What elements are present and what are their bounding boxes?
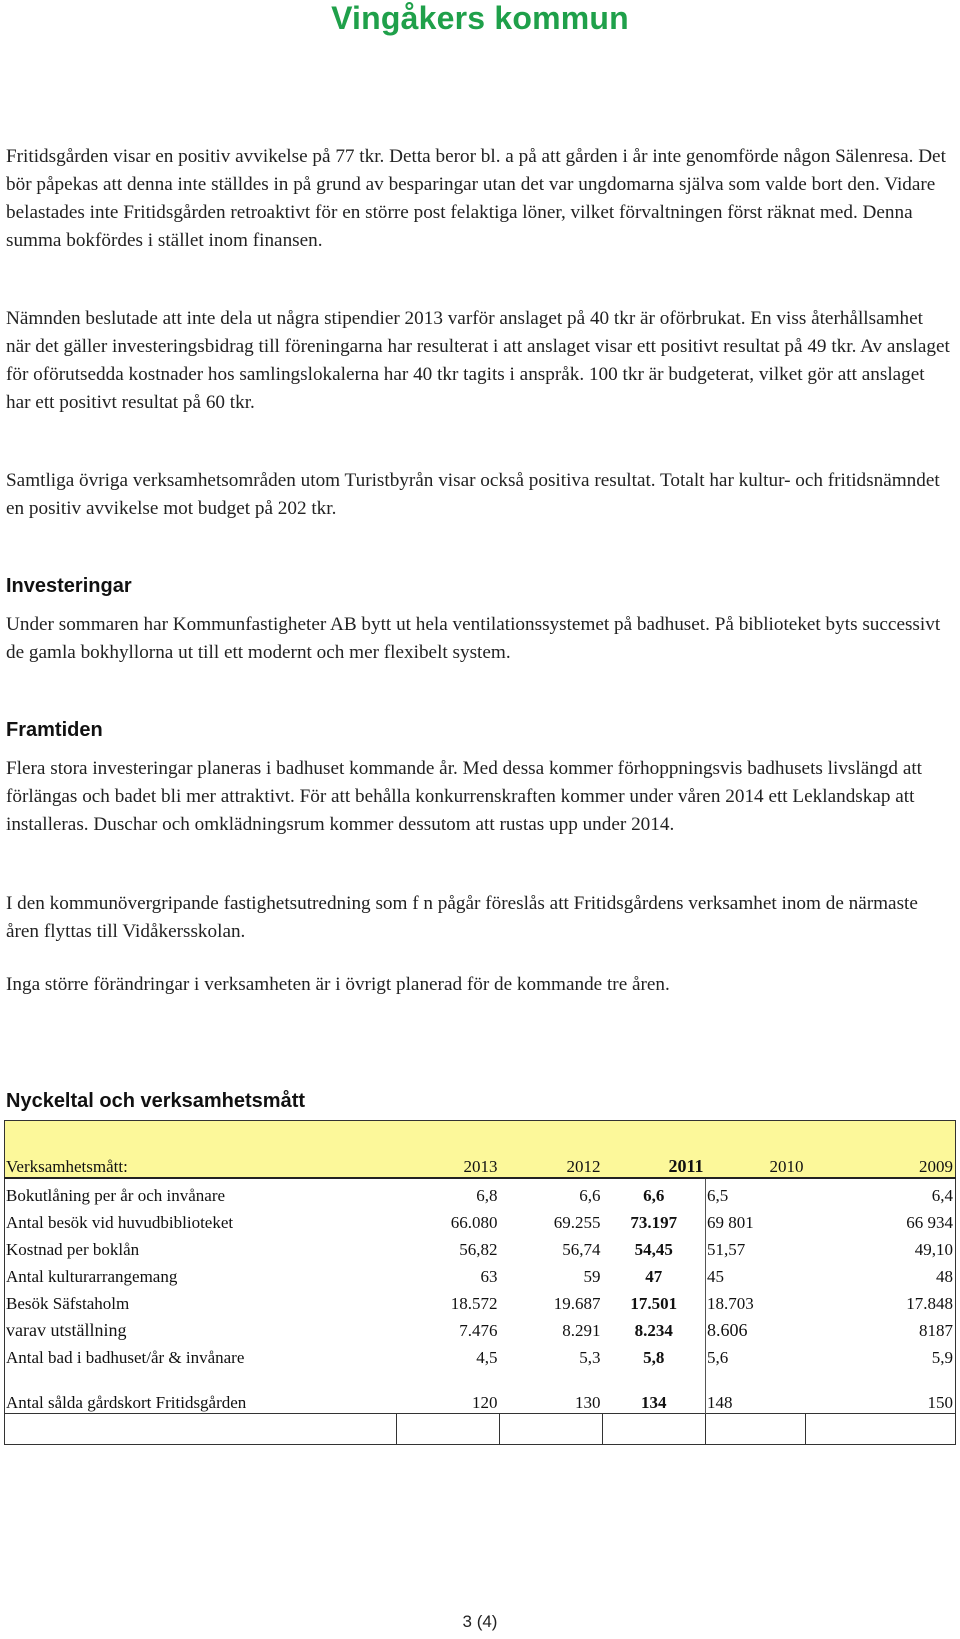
cell-2013: 120 [472,1393,498,1412]
header-2011: 2011 [603,1149,706,1178]
cell-2012: 69.255 [553,1213,601,1232]
table-row [5,1178,956,1206]
cell-2009: 150 [806,1386,956,1414]
row-label: Antal besök vid huvudbiblioteket [5,1206,397,1233]
header-2009: 2009 [806,1149,956,1178]
paragraph-samtliga: Samtliga övriga verksamhetsområden utom Turistbyrån visar också positiva resultat. Totalt har kultur- och fritidsnämndet en positiv avvikelse mot budget på 202 tkr. [6,470,940,519]
header-2013: 2013 [397,1149,500,1178]
row-label: varav utställning [5,1314,397,1341]
cell-2009: 8187 [806,1314,956,1341]
cell-2009: 5,9 [806,1341,956,1368]
table-header-row [5,1149,956,1178]
cell-2013: 18.572 [450,1294,498,1313]
cell-2011: 8.234 [634,1321,673,1340]
cell-2009: 49,10 [806,1233,956,1260]
table-row [5,1206,956,1233]
table-row [5,1314,956,1341]
cell-2012: 19.687 [553,1294,601,1313]
paragraph-fastighetsutredning: I den kommunövergripande fastighetsutredning som f n pågår föreslås att Fritidsgårdens verksamhet inom de närmaste åren flyttas till Vidåkersskolan. [6,893,918,942]
cell-2010: 6,5 [706,1178,806,1206]
heading-nyckeltal: Nyckeltal och verksamhetsmått [6,1090,306,1112]
paragraph-fritidsgarden: Fritidsgården visar en positiv avvikelse på 77 tkr. Detta beror bl. a på att gården i år inte genomförde någon Sälenresa. Det bör påpekas att denna inte ställdes in på grund av besparingar utan det var ungdomarna själva som valde bort den. Vidare belastades inte Fritidsgården retroaktivt för en större post felaktiga löner, vilket förvaltningen först räknat med. Denna summa bokfördes i stället inom finansen. [6,146,946,251]
cell-2009: 6,4 [806,1178,956,1206]
cell-2010: 148 [706,1386,806,1414]
table-spacer-row [5,1368,956,1386]
paragraph-inga-forandringar: Inga större förändringar i verksamheten är i övrigt planerad för de kommande tre åren. [6,974,670,995]
cell-2009: 17.848 [806,1287,956,1314]
kpi-table-container [4,1120,955,1445]
cell-2013: 66.080 [450,1213,498,1232]
cell-2010: 8.606 [706,1314,806,1341]
cell-2011: 134 [641,1393,667,1412]
cell-2013: 4,5 [476,1348,498,1367]
cell-2012: 59 [583,1267,601,1286]
table-row [5,1386,956,1414]
cell-2013: 56,82 [459,1240,498,1259]
cell-2011: 73.197 [630,1213,678,1232]
cell-2010: 18.703 [706,1287,806,1314]
row-label: Besök Säfstaholm [5,1287,397,1314]
table-row [5,1287,956,1314]
cell-2011: 5,8 [643,1348,665,1367]
municipality-title: Vingåkers kommun [331,0,629,36]
cell-2010: 5,6 [706,1341,806,1368]
page-number: 3 (4) [462,1612,498,1631]
header-2012: 2012 [500,1149,603,1178]
cell-2012: 5,3 [579,1348,601,1367]
row-label: Antal kulturarrangemang [5,1260,397,1287]
cell-2009: 66 934 [806,1206,956,1233]
heading-framtiden: Framtiden [6,719,103,741]
heading-investeringar: Investeringar [6,575,132,597]
table-row [5,1341,956,1368]
cell-2013: 7.476 [459,1321,498,1340]
cell-2011: 6,6 [643,1186,665,1205]
table-row [5,1260,956,1287]
header-label: Verksamhetsmått: [5,1149,397,1178]
paragraph-framtiden: Flera stora investeringar planeras i badhuset kommande år. Med dessa kommer förhoppningsvis badhusets livslängd att förlängas och badet bli mer attraktivt. För att behålla konkurrenskraften kommer under våren 2014 ett Leklandskap att installeras. Duschar och omklädningsrum kommer dessutom att rustas upp under 2014. [6,758,922,835]
cell-2012: 8.291 [562,1321,601,1340]
cell-2011: 54,45 [634,1240,673,1259]
paragraph-stipendier: Nämnden beslutade att inte dela ut några stipendier 2013 varför anslaget på 40 tkr är oförbrukat. En viss återhållsamhet när det gäller investeringsbidrag till föreningarna har resulterat i att anslaget visar ett positivt resultat på 49 tkr. Av anslaget för oförutsedda kostnader hos samlingslokalerna har 40 tkr tagits i anspråk. 100 tkr är budgeterat, vilket gör att anslaget har ett positivt resultat på 60 tkr. [6,308,950,413]
cell-2012: 56,74 [562,1240,601,1259]
cell-2013: 63 [480,1267,498,1286]
table-empty-row [5,1414,956,1445]
cell-2010: 45 [706,1260,806,1287]
cell-2009: 48 [806,1260,956,1287]
cell-2013: 6,8 [476,1186,498,1205]
row-label: Antal sålda gårdskort Fritidsgården [5,1386,397,1414]
cell-2010: 69 801 [706,1206,806,1233]
kpi-table [4,1120,956,1445]
row-label: Antal bad i badhuset/år & invånare [5,1341,397,1368]
header-2010: 2010 [706,1149,806,1178]
row-label: Bokutlåning per år och invånare [5,1178,397,1206]
table-row [5,1233,956,1260]
cell-2010: 51,57 [706,1233,806,1260]
cell-2011: 47 [645,1267,663,1286]
cell-2011: 17.501 [630,1294,678,1313]
table-top-band [5,1121,956,1150]
row-label: Kostnad per boklån [5,1233,397,1260]
cell-2012: 6,6 [579,1186,601,1205]
paragraph-investeringar: Under sommaren har Kommunfastigheter AB bytt ut hela ventilationssystemet på badhuset. På biblioteket byts successivt de gamla bokhyllorna ut till ett modernt och mer flexibelt system. [6,614,941,663]
cell-2012: 130 [575,1393,601,1412]
